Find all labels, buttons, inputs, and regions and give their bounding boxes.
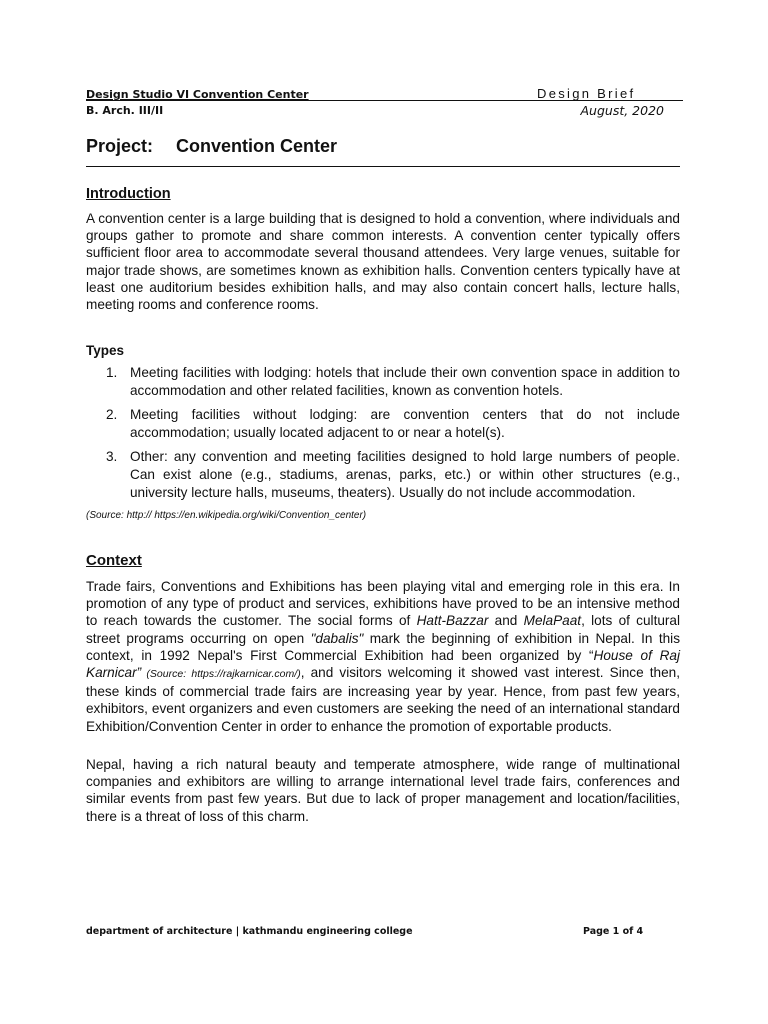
context-term-hatt-bazzar: Hatt-Bazzar <box>416 613 489 629</box>
context-term-melapaat: MelaPaat <box>523 613 582 629</box>
context-text: and <box>488 613 524 629</box>
list-item-number: 3. <box>106 449 118 464</box>
context-text: Trade fairs, Conventions and Exhibitions has been playing vital and emerging role in this era. In promotion of any type of product and services, exhibitions have proved to be an intensive method to reach towards the customer. The social forms of <box>86 579 680 629</box>
project-label: Project: <box>86 136 154 156</box>
context-paragraph-1 <box>86 578 680 735</box>
context-term-dabalis: "dabalis" <box>310 630 364 646</box>
list-item-number: 1. <box>106 365 118 380</box>
list-item-text: Other: any convention and meeting facilities designed to hold large numbers of people. Can exist alone (e.g., stadiums, arenas, parks, etc.) or within other structures (e.g., university lecture halls, museums, theaters). Usually do not include accommodation. <box>130 449 680 500</box>
context-text: , and visitors welcoming it showed vast interest. Since then, these kinds of commercial trade fairs are increasing year by year. Hence, from past few years, exhibitors, event organizers and even customers are seeking the need of an international standard Exhibition/Convention Center in order to enhance the promotion of exportable products. <box>86 665 680 734</box>
context-text: mark the beginning of exhibition in Nepal. In this context, in 1992 Nepal's First Commercial Exhibition had been organized by “ <box>86 630 680 663</box>
list-item <box>106 448 680 502</box>
header-row-2 <box>86 103 680 121</box>
context-paragraph-2: Nepal, having a rich natural beauty and temperate atmosphere, wide range of multinational companies and exhibitors are willing to arrange international level trade fairs, conferences and similar events from past few years. But due to lack of proper management and location/facilities, there is a threat of loss of this charm. <box>86 757 680 824</box>
header-rule <box>86 100 683 101</box>
footer-page-number: Page 1 of 4 <box>583 926 644 937</box>
course-title: Design Studio VI Convention Center <box>86 88 309 101</box>
introduction-paragraph: A convention center is a large building that is designed to hold a convention, where individuals and groups gather to promote and share common interests. A convention center typically offers sufficient floor area to accommodate several thousand attendees. Very large venues, suitable for major trade shows, are sometimes known as exhibition halls. Convention centers typically have at least one auditorium besides exhibition halls, and may also contain concert halls, lecture halls, meeting rooms and conference rooms. <box>86 211 680 313</box>
title-rule <box>86 166 680 167</box>
document-header <box>86 86 680 121</box>
list-item <box>106 364 680 400</box>
context-text: , lots of cultural street programs occurring on open <box>86 613 681 646</box>
context-heading: Context <box>86 552 142 569</box>
types-source: (Source: http:// https://en.wikipedia.org/wiki/Convention_center) <box>86 510 367 521</box>
project-name: Convention Center <box>176 136 338 156</box>
list-item <box>106 406 680 442</box>
list-item-text: Meeting facilities with lodging: hotels that include their own convention space in addition to accommodation and other related facilities, known as convention hotels. <box>130 365 680 398</box>
header-row-1 <box>86 86 680 103</box>
types-heading: Types <box>86 343 125 358</box>
types-list <box>106 364 680 508</box>
context-source: (Source: https://rajkarnicar.com/) <box>141 668 301 681</box>
document-date: August, 2020 <box>580 103 664 118</box>
list-item-number: 2. <box>106 407 118 422</box>
context-term-house-of-raj-karnicar: House of Raj Karnicar” <box>86 647 680 681</box>
doc-type: Design Brief <box>537 86 636 101</box>
footer-department: department of architecture | kathmandu engineering college <box>86 926 413 937</box>
list-item-text: Meeting facilities without lodging: are convention centers that do not include accommodation; usually located adjacent to or near a hotel(s). <box>130 407 680 440</box>
program-label: B. Arch. III/II <box>86 104 164 117</box>
project-title <box>86 136 680 157</box>
introduction-heading: Introduction <box>86 186 171 202</box>
